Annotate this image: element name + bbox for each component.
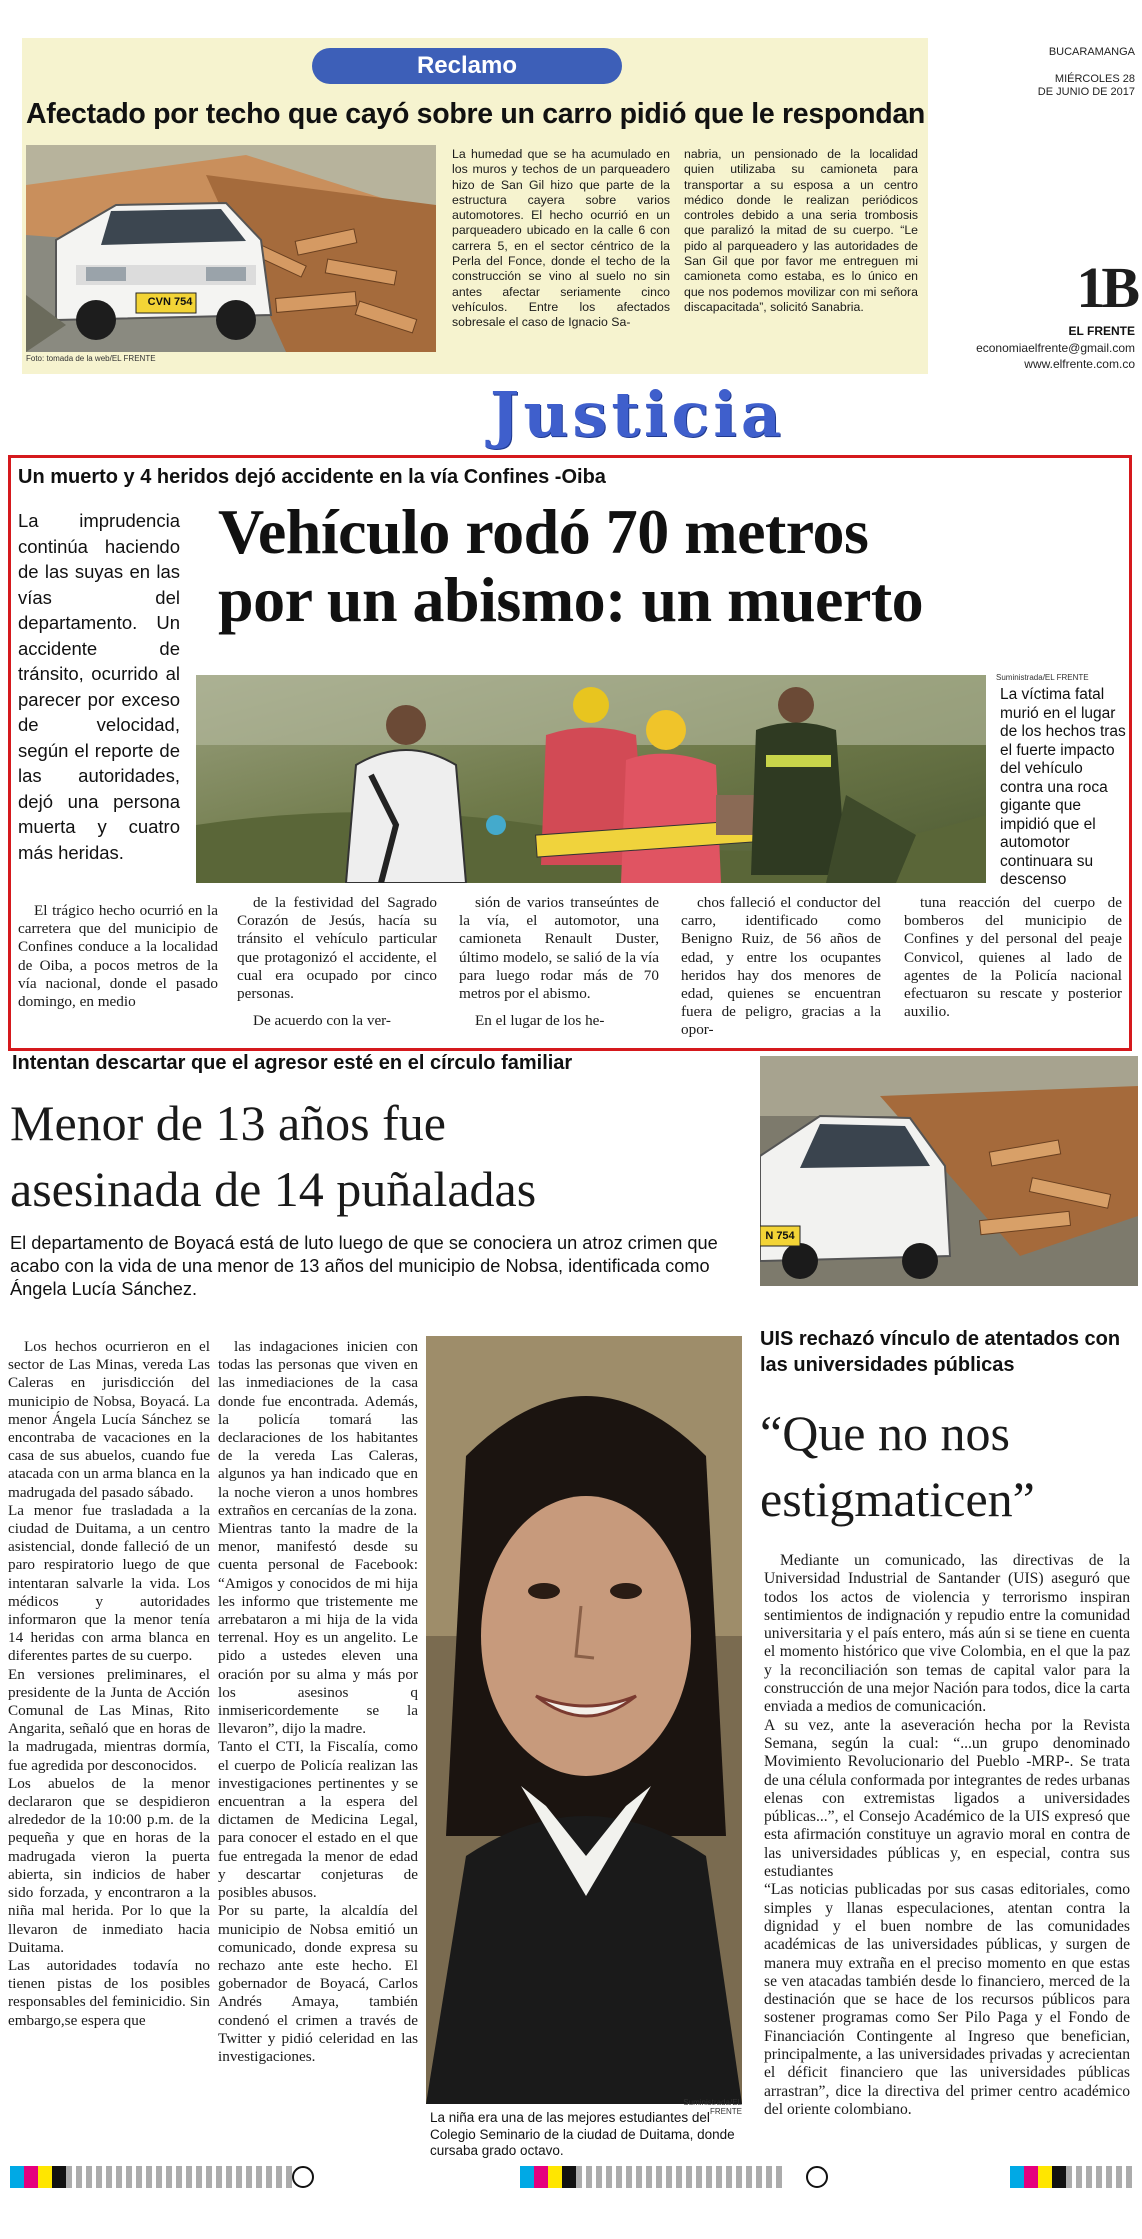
masthead-website[interactable]: www.elfrente.com.co: [1024, 357, 1135, 371]
uis-body: Mediante un comunicado, las directivas de la Universidad Industrial de Santander (UIS) aseguró que todos los actos de violencia y terrorismo inspiran sentimientos de indignación y repudio entre la comunidad universitaria y el país entero, más aún si se tiene en cuenta el momento histórico que vive Colombia, en el que la paz y la reconciliación son temas de capital valor para la construcción de una mejor Nación para todos, dice la carta enviada a medios de comunicación. A su vez, ante la aseveración hecha por la Revista Semana, según la cual: “...un grupo denominado Movimiento Revolucionario del Pueblo -MRP-. Se trata de una célula conformada por integrantes de redes urbanas elenas con extremistas ligados a universidades públicas...”, el Consejo Académico de la UIS expresó que esta afirmación constituye un agravio moral en contra de las universidades públicas y, en especial, contra sus estudiantes “Las noticias publicadas por sus casas editoriales, como simples y llanas especulaciones, atentan contra la dignidad y el buen nombre de las comunidades académicas de las universidades públicas, y surgen de manera muy extraña en el preciso momento en que estas se ven atacadas también desde lo financiero, merced de la destinación que se hace de los recursos públicos para sostener programas como Ser Pilo Paga y el Fondo de Financiación Contingente al Ingreso que benefician, principalmente, a las universidades privadas y acrecientan el déficit financiero que las universidades públicas arrastran”, dice la directiva del primer centro académico del oriente colombiano.: [764, 1552, 1130, 2118]
black-swatch-2: [562, 2166, 576, 2188]
magenta-swatch-3: [1024, 2166, 1038, 2188]
masthead-email[interactable]: economiaelfrente@gmail.com: [976, 341, 1135, 355]
collapsed-roof-car-illustration: [26, 145, 436, 352]
crime-kicker: Intentan descartar que el agresor esté en el círculo familiar: [12, 1052, 573, 1074]
masthead-city: BUCARAMANGA: [1048, 46, 1135, 58]
accident-kicker: Un muerto y 4 heridos dejó accidente en la vía Confines -Oiba: [18, 466, 606, 488]
uis-headline: [760, 1400, 1135, 1532]
grey-scale-strip-2: [576, 2166, 786, 2188]
accident-headline-line1: Vehículo rodó 70 metros: [218, 496, 869, 567]
rescue-scene-illustration: [196, 675, 986, 883]
registration-mark-icon-2: [806, 2166, 828, 2188]
crime-headline-line1: Menor de 13 años fue: [10, 1095, 446, 1151]
masthead-date-line2: DE JUNIO DE 2017: [1037, 86, 1135, 98]
portrait-illustration: [426, 1336, 742, 2104]
crime-victim-photo: [426, 1336, 742, 2104]
reclamo-section-label: Reclamo: [312, 48, 622, 84]
accident-headline: [218, 498, 1128, 634]
page-number: 1B: [1076, 255, 1136, 320]
accident-headline-line2: por un abismo: un muerto: [218, 564, 924, 635]
cyan-swatch: [10, 2166, 24, 2188]
crime-lead: El departamento de Boyacá está de luto luego de que se conociera un atroz crimen que acabo con la vida de una menor de 13 años del municipio de Nobsa, identificada como Ángela Lucía Sánchez.: [10, 1233, 718, 1299]
crime-caption: La niña era una de las mejores estudiantes del Colegio Seminario de la ciudad de Duitama, donde cursaba grado octavo.: [430, 2110, 735, 2158]
accident-photo-credit: Suministrada/EL FRENTE: [996, 673, 1089, 682]
reclamo-headline: Afectado por techo que cayó sobre un carro pidió que le respondan: [26, 98, 925, 130]
accident-column-5: tuna reacción del cuerpo de bomberos del municipio de Confines y del personal del peaje Convicol, quienes al lado de agentes de la Policía nacional efectuaron su rescate y posterior auxilio.: [904, 894, 1122, 1021]
accident-column-3b: En el lugar de los he-: [475, 1012, 605, 1029]
reclamo-column-1: La humedad que se ha acumulado en los muros y techos de un parqueadero hizo de San Gil hizo que parte de la estructura cayera sobre varios automotores. El hecho ocurrió en un parqueadero ubicado en la calle 6 con carrera 5, en el sector céntrico de la Perla del Fonce, donde el techo de la construcción se vino al suelo no sin antes afectar seriamente cinco vehículos. Entre los afectados sobresale el caso de Ignacio Sa-: [452, 147, 670, 330]
accident-lead: La imprudencia continúa haciendo de las suyas en las vías del departamento. Un accidente de tránsito, ocurrido al parecer por exceso de velocidad, según el reporte de las autoridades, dejó una persona muerta y cuatro más heridas.: [18, 510, 180, 863]
masthead-date-line1: MIÉRCOLES 28: [1054, 73, 1135, 85]
registration-mark-icon: [292, 2166, 314, 2188]
reclamo-photo-credit: Foto: tomada de la web/EL FRENTE: [26, 354, 156, 363]
black-swatch-3: [1052, 2166, 1066, 2188]
collapsed-roof-car-illustration-2: [760, 1056, 1138, 1286]
grey-scale-strip-3: [1066, 2166, 1136, 2188]
cyan-swatch-2: [520, 2166, 534, 2188]
crime-column-2: las indagaciones inicien con todas las personas que viven en las inmediaciones de la casa donde fue encontrada. Además, la policía tomará las declaraciones de los habitantes de la vereda Las Caleras, algunos ya han indicado que en la noche vieron a unos hombres extraños en cercanías de la zona. Mientras tanto la madre de la menor, manifestó desde su cuenta personal de Facebook: “Amigos y conocidos de mi hija les informo que tristemente me arrebataron a mi hija de la vida terrenal. Hoy es un angelito. Le pido a ustedes eleven una oración por su alma y más por los asesinos q inmisericordemente se la llevaron”, dijo la madre. Tanto el CTI, la Fiscalía, como el cuerpo de Policía realizan las investigaciones pertinentes y se encuentran a la espera del dictamen de Medicina Legal, para conocer el estado en el que fue entregada la menor de edad y descartar conjeturas de posibles abusos. Por su parte, la alcaldía del municipio de Nobsa emitió un comunicado, donde expresa su rechazo ante este hecho. El gobernador de Boyacá, Carlos Andrés Amaya, también condenó el crimen a través de Twitter y pidió celeridad en las investigaciones.: [218, 1338, 418, 2065]
reclamo-plate: CVN 754: [147, 296, 193, 308]
accident-caption: La víctima fatal murió en el lugar de los hechos tras el fuerte impacto del vehículo contra una roca gigante que impidió que el automotor continuara su descenso: [1000, 686, 1126, 888]
reclamo-photo: [26, 145, 436, 352]
crime-photo-credit: Suministrada/EL FRENTE: [683, 2098, 742, 2116]
masthead-paper-name: EL FRENTE: [1068, 324, 1135, 338]
yellow-swatch-3: [1038, 2166, 1052, 2188]
yellow-swatch-2: [548, 2166, 562, 2188]
crime-headline-line2: asesinada de 14 puñaladas: [10, 1161, 537, 1217]
yellow-swatch: [38, 2166, 52, 2188]
black-swatch: [52, 2166, 66, 2188]
crime-headline: [10, 1090, 755, 1222]
section-title: Justicia: [490, 378, 785, 451]
grey-scale-strip: [66, 2166, 296, 2188]
uis-photo: [760, 1056, 1138, 1286]
magenta-swatch: [24, 2166, 38, 2188]
uis-headline-line1: “Que no nos: [760, 1405, 1010, 1461]
accident-column-3a: sión de varios transeúntes de la vía, el automotor, una camioneta Renault Duster, último modelo, se salió de la vía para luego rodar más de 70 metros por el abismo.: [459, 894, 659, 1003]
uis-headline-line2: estigmaticen”: [760, 1471, 1035, 1527]
cyan-swatch-3: [1010, 2166, 1024, 2188]
magenta-swatch-2: [534, 2166, 548, 2188]
accident-column-1: El trágico hecho ocurrió en la carretera que del municipio de Confines conduce a la localidad de Oiba, a pocos metros de la vía nacional, donde el pasado domingo, en medio: [18, 902, 218, 1011]
print-registration-bar: [0, 2166, 1142, 2188]
accident-column-4: chos falleció el conductor del carro, identificado como Benigno Ruiz, de 56 años de edad, y entre los ocupantes heridos hay dos menores de edad, quienes se encuentran fuera de peligro, gracias a la opor-: [681, 894, 881, 1039]
accident-column-2b: De acuerdo con la ver-: [253, 1012, 391, 1029]
uis-plate: N 754: [765, 1230, 795, 1242]
uis-kicker: UIS rechazó vínculo de atentados con las universidades públicas: [760, 1328, 1121, 1376]
accident-column-2a: de la festividad del Sagrado Corazón de Jesús, hacía su tránsito el vehículo particular que protagonizó el accidente, el cual era ocupado por cinco personas.: [237, 894, 437, 1003]
crime-column-1: Los hechos ocurrieron en el sector de Las Minas, vereda Las Caleras en jurisdicción del municipio de Nobsa, Boyacá. La menor Ángela Lucía Sánchez se encontraba de vacaciones en la casa de sus abuelos, cuando fue atacada con un arma blanca en la madrugada del pasado sábado. La menor fue trasladada a la ciudad de Duitama, a un centro asistencial, donde falleció de un paro respiratorio luego de que intentaran salvarle la vida. Los médicos y autoridades informaron que la menor tenía 14 heridas con arma blanca en diferentes partes de su cuerpo. En versiones preliminares, el presidente de la Junta de Acción Comunal de Las Minas, Rito Angarita, señaló que en horas de la madrugada, mientras dormía, fue agredida por desconocidos. Los abuelos de la menor declararon que se despidieron alrededor de la 10:00 p.m. de la pequeña y que en horas de la madrugada vieron la puerta abierta, sin indicios de haber sido forzada, y encontraron a la niña mal herida. Por lo que la llevaron de inmediato hacia Duitama. Las autoridades todavía no tienen pistas de los posibles responsables del feminicidio. Sin embargo,se espera que: [8, 1338, 210, 2029]
masthead-date: [985, 73, 1135, 99]
accident-photo: [196, 675, 986, 883]
reclamo-column-2: nabria, un pensionado de la localidad quien utilizaba su camioneta para transportar a su esposa a un centro médico donde le realizan periódicos controles debido a una seria trombosis que paralizó la mitad de su cuerpo. “Le pido al parqueadero y las autoridades de San Gil que por favor me entreguen mi camioneta como estaba, es lo único en que nos podemos movilizar con mi señora discapacitada”, solicitó Sanabria.: [684, 147, 918, 314]
